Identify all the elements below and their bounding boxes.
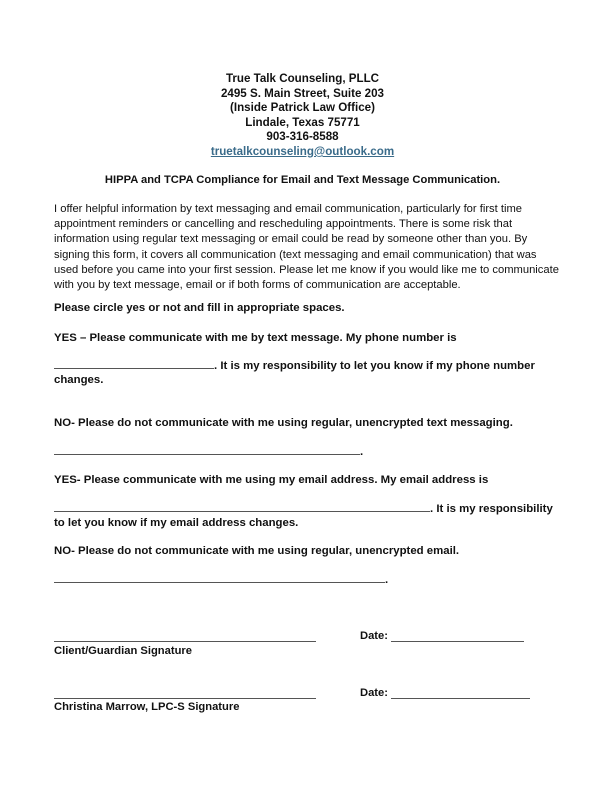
email-link[interactable]: truetalkcounseling@outlook.com: [210, 144, 395, 158]
email-address-line: [54, 501, 553, 517]
email-address-field[interactable]: [54, 501, 430, 512]
client-signature-label: Client/Guardian Signature: [54, 645, 192, 657]
clinician-date-field[interactable]: [391, 697, 530, 699]
no-text-period: .: [360, 446, 364, 458]
form-title: HIPPA and TCPA Compliance for Email and Text Message Communication.: [104, 174, 501, 186]
yes-email-option: YES- Please communicate with me using my email address. My email address is: [54, 474, 489, 486]
email-responsibility-text: . It is my responsibility: [430, 503, 553, 515]
org-name: True Talk Counseling, PLLC: [225, 72, 380, 85]
phone-number-field[interactable]: [54, 358, 214, 369]
email-changes-text: to let you know if my email address changes.: [54, 517, 299, 529]
location-note: (Inside Patrick Law Office): [230, 101, 375, 115]
no-email-line: [54, 572, 388, 588]
no-email-initial-field[interactable]: [54, 572, 385, 583]
phone-responsibility-text: . It is my responsibility to let you know if my phone number: [214, 360, 535, 372]
client-signature-field[interactable]: [54, 640, 316, 642]
yes-text-option: YES – Please communicate with me by text message. My phone number is: [54, 332, 457, 344]
client-date-label: Date:: [360, 630, 388, 642]
street-address: 2495 S. Main Street, Suite 203: [220, 86, 385, 100]
clinician-signature-label: Christina Marrow, LPC-S Signature: [54, 701, 240, 713]
no-text-initial-field[interactable]: [54, 444, 360, 455]
phone-number-line: [54, 358, 535, 374]
client-date-field[interactable]: [391, 640, 524, 642]
city-state-zip: Lindale, Texas 75771: [245, 115, 360, 129]
no-email-option: NO- Please do not communicate with me using regular, unencrypted email.: [54, 545, 460, 557]
letterhead: [0, 72, 605, 160]
intro-paragraph: I offer helpful information by text messaging and email communication, particularly for first time appointment reminders or cancelling and rescheduling appointments. There is some risk that information using regular text messaging or email could be read by someone other than you. By signing this form, it covers all communication (text messaging and email communication) that was used before you came into your first session. Please let me know if you would like me to communicate with you by text message, email or if both forms of communication are acceptable.: [54, 203, 559, 292]
no-text-line: [54, 444, 363, 460]
no-text-option: NO- Please do not communicate with me using regular, unencrypted text messaging.: [54, 417, 513, 429]
clinician-signature-field[interactable]: [54, 697, 316, 699]
phone-changes-text: changes.: [54, 374, 104, 386]
instruction-text: Please circle yes or not and fill in appropriate spaces.: [54, 302, 345, 314]
clinician-date-label: Date:: [360, 687, 388, 699]
no-email-period: .: [385, 574, 389, 586]
phone-number: 903-316-8588: [266, 130, 339, 144]
